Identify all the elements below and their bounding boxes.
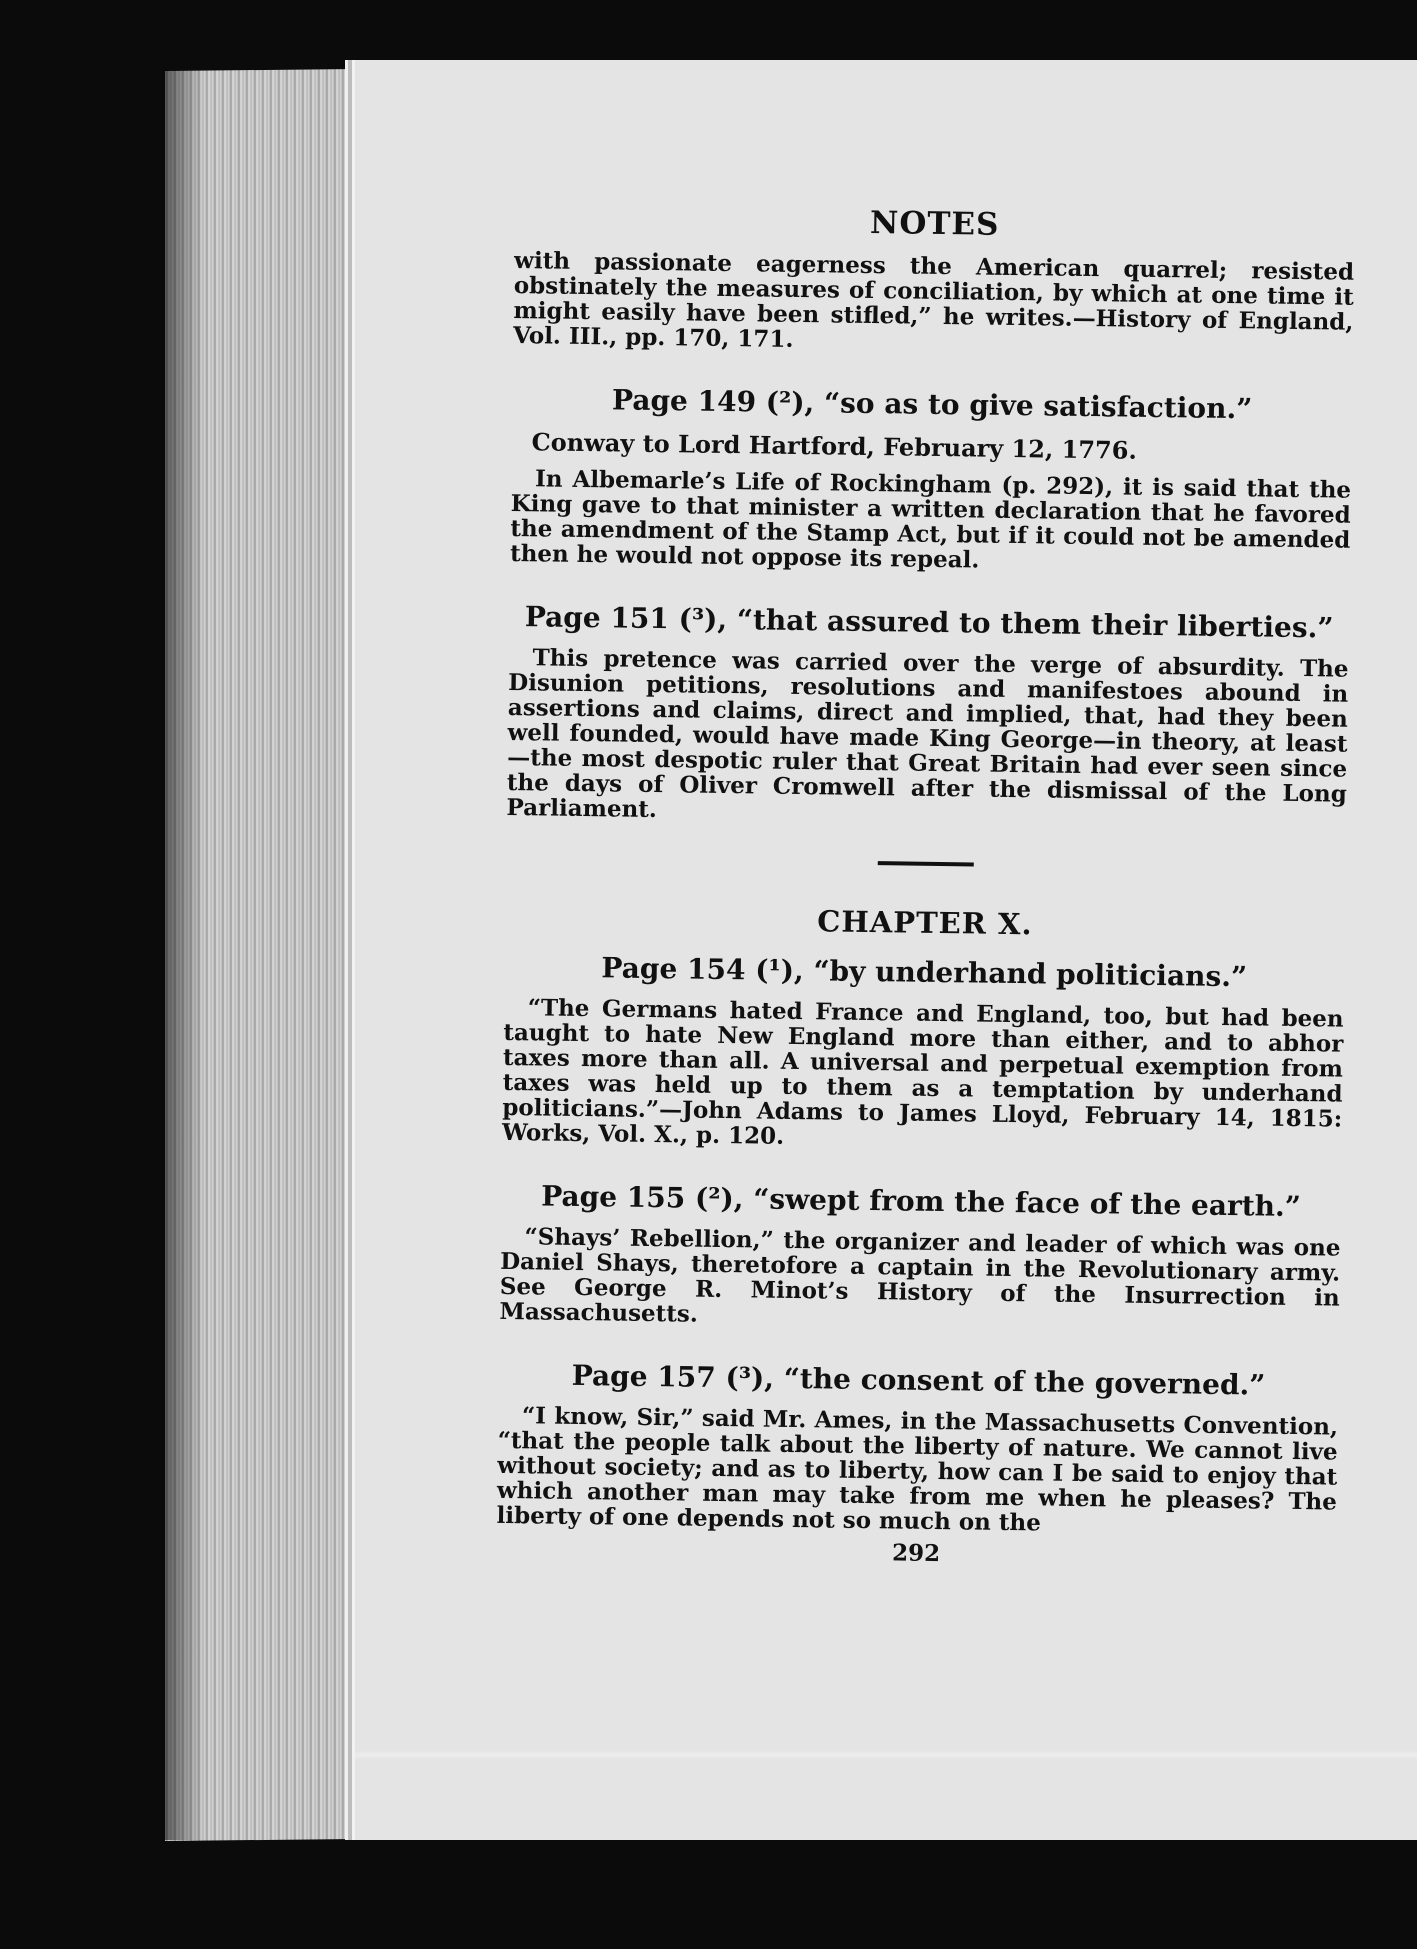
section-divider [878, 861, 974, 866]
page-number: 292 [891, 1539, 941, 1568]
note-heading-page-157: Page 157 (³), “the consent of the governed.” [571, 1358, 1266, 1402]
note-heading-page-151: Page 151 (³), “that assured to them their liberties.” [524, 600, 1334, 645]
page-content [496, 200, 1355, 1573]
running-header: NOTES [869, 204, 1000, 243]
note-heading-page-149: Page 149 (²), “so as to give satisfaction.” [611, 383, 1253, 426]
chapter-heading: CHAPTER X. [817, 904, 1033, 942]
binding-shadow [165, 70, 205, 1840]
note-heading-page-155: Page 155 (²), “swept from the face of the earth.” [540, 1179, 1302, 1224]
book-page [355, 60, 1417, 1840]
continued-paragraph: with passionate eagerness the American quarrel; resisted obstinately the measures of conciliation, by which at one time it might easily have been stifled,” he writes.—History of England, Vol. III., pp. 170, 171. [512, 246, 1355, 353]
note-body-page-155: “Shays’ Rebellion,” the organizer and leader of which was one Daniel Shays, theretofore a captain in the Revolutionary army. See George R. Minot’s History of the Insurrection in Massachusetts. [499, 1223, 1341, 1328]
note-body-page-151: This pretence was carried over the verge of absurdity. The Disunion petitions, resolutions and manifestoes abound in assertions and claims, direct and implied, that, had they been well founded, would have made King George—in theory, at least—the most despotic ruler that Great Britain had ever seen since the days of Oliver Cromwell after the dismissal of the Long Parliament. [506, 644, 1349, 824]
note-heading-page-154: Page 154 (¹), “by underhand politicians.” [601, 951, 1248, 994]
note-body-page-157: “I know, Sir,” said Mr. Ames, in the Massachusetts Convention, “that the people talk about the liberty of nature. We cannot live without society; and as to liberty, how can I be said to enjoy that which another man may take from me when he pleases? The liberty of one depends not so much on the [496, 1402, 1339, 1537]
note-body-page-149: In Albemarle’s Life of Rockingham (p. 292), it is said that the King gave to that minister a written declaration that he favored the amendment of the Stamp Act, but if it could not be amended then he would not oppose its repeal. [509, 465, 1352, 574]
note-body-page-154: “The Germans hated France and England, too, but had been taught to hate New England more than either, and to abhor taxes more than all. A universal and perpetual exemption from taxes was held up to them as a temptation by underhand politicians.”—John Adams to James Lloyd, February 14, 1815: Works, Vol. X., p. 120. [501, 994, 1344, 1150]
scan-artifact-line [355, 1750, 1417, 1760]
note-source-page-149: Conway to Lord Hartford, February 12, 1776. [531, 427, 1138, 465]
